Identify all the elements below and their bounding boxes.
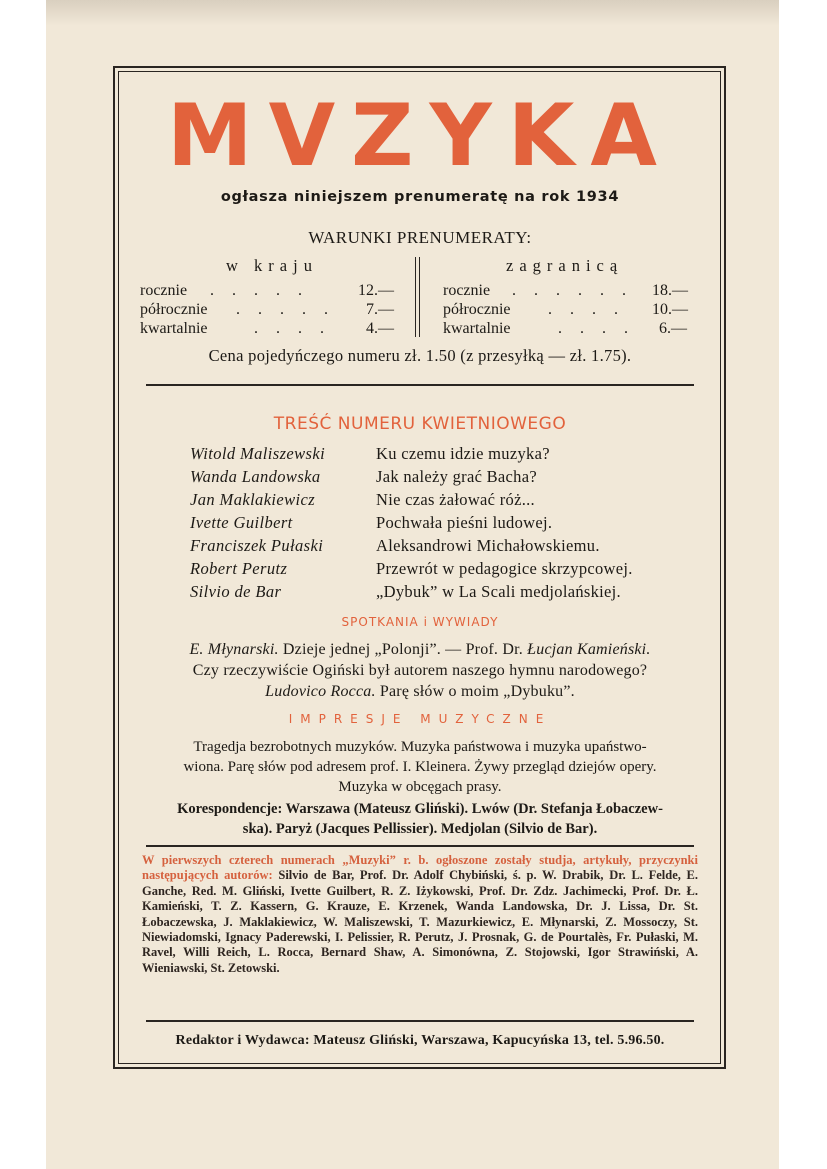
toc-title: Ku czemu idzie muzyka? [376,444,550,463]
leader-dots: . . . . [548,301,625,318]
author-name: Łucjan Kamieński. [527,641,651,658]
meetings-line-3 [140,682,700,702]
period-label: rocznie [140,282,188,299]
toc-author: Ivette Guilbert [190,513,293,532]
divider [146,1020,694,1022]
toc-author: Robert Perutz [190,559,288,578]
leader-dots: . . . . [254,320,331,337]
domestic-price-quarter: 4.— [366,320,394,337]
correspondence-line-2: ska). Paryż (Jacques Pellissier). Medjolan (Silvio de Bar). [242,821,598,837]
leader-dots: . . . . . . [512,282,633,299]
masthead-title: MVZYKA [167,86,673,186]
domestic-price-yearly: 12.— [358,282,394,299]
meeting-text: Dzieje jednej „Polonji”. — Prof. Dr. [282,641,523,658]
toc-title: Aleksandrowi Michałowskiemu. [376,536,600,555]
toc-title: Nie czas żałować róż... [376,490,535,509]
period-label: półrocznie [443,301,511,318]
abroad-row-yearly [443,281,490,300]
toc-title: Pochwała pieśni ludowej. [376,513,553,532]
domestic-price-half: 7.— [366,301,394,318]
period-label: rocznie [443,282,491,299]
toc-title: Przewrót w pedagogice skrzypcowej. [376,559,633,578]
toc-author: Silvio de Bar [190,582,282,601]
meetings-heading: SPOTKANIA i WYWIADY [341,615,499,629]
domestic-row-yearly [140,281,187,300]
author-name: E. Młynarski. [189,641,279,658]
abroad-row-half [443,300,511,319]
subscription-heading: WARUNKI PRENUMERATY: [308,228,532,247]
page-fold-shadow [46,0,779,26]
announcement-line: ogłasza niniejszem prenumeratę na rok 1934 [220,189,620,205]
domestic-label: w kraju [226,256,318,275]
meeting-text: Parę słów o moim „Dybuku”. [379,683,575,700]
abroad-label: zagranicą [506,256,624,275]
correspondence-line-1: Korespondencje: Warszawa (Mateusz Gliński). Lwów (Dr. Stefanja Łobaczew- [177,801,663,817]
domestic-row-quarter [140,319,208,338]
abroad-price-quarter: 6.— [659,320,687,337]
period-label: kwartalnie [140,320,208,337]
impressions-line-3: Muzyka w obcęgach prasy. [338,779,502,795]
column-divider [415,257,420,337]
period-label: półrocznie [140,301,208,318]
abroad-price-yearly: 18.— [652,282,688,299]
impressions-heading: IMPRESJE MUZYCZNE [288,712,552,726]
divider [146,845,694,847]
domestic-row-half [140,300,208,319]
toc-author: Witold Maliszewski [190,444,326,463]
toc-author: Franciszek Pułaski [190,536,324,555]
contents-heading: TREŚĆ NUMERU KWIETNIOWEGO [273,414,567,434]
impressions-line-1: Tragedja bezrobotnych muzyków. Muzyka państwowa i muzyka upaństwo- [193,739,647,755]
toc-title: „Dybuk” w La Scali medjolańskiej. [376,582,621,601]
notice-intro: W pierwszych czterech numerach „Muzyki” r. b. ogłoszone zostały studja, artykuły, przyczynki następujących autorów: [142,853,698,883]
leader-dots: . . . . . [236,301,335,318]
publisher-footer: Redaktor i Wydawca: Mateusz Gliński, Warszawa, Kapucyńska 13, tel. 5.96.50. [175,1033,665,1048]
meetings-line-2: Czy rzeczywiście Ogiński był autorem naszego hymnu narodowego? [192,662,648,679]
divider [146,384,694,386]
leader-dots: . . . . . [210,282,309,299]
toc-title: Jak należy grać Bacha? [376,467,537,486]
impressions-line-2: wiona. Parę słów pod adresem prof. I. Kleinera. Żywy przegląd dziejów opery. [183,759,657,775]
abroad-row-quarter [443,319,511,338]
period-label: kwartalnie [443,320,511,337]
toc-author: Jan Maklakiewicz [190,490,316,509]
notice-authors: Silvio de Bar, Prof. Dr. Adolf Chybiński, ś. p. W. Drabik, Dr. L. Felde, E. Ganche, Red. M. Gliński, Ivette Guilbert, R. Z. Iżykowski, Prof. Dr. Zdz. Jachimecki, Prof. Dr. Ł. Kamieński, T. Z. Kassern, G. Krauze, E. Krzenek, Wanda Landowska, Dr. J. Lissa, Dr. St. Łobaczewska, J. Maklakiewicz, W. Maliszewski, T. Mazurkiewicz, E. Młynarski, Z. Mossoczy, St. Niewiadomski, Ignacy Paderewski, I. Pelissier, R. Perutz, J. Prosnak, G. de Pourtalès, Fr. Pułaski, M. Ravel, Willi Reich, L. Rocca, Bernard Shaw, A. Simonówna, Z. Stojowski, Igor Strawiński, A. Wieniawski, St. Zetowski. [142,868,699,975]
abroad-price-half: 10.— [652,301,688,318]
authors-notice [142,853,698,976]
meetings-line-1 [140,640,700,660]
leader-dots: . . . . [558,320,635,337]
author-name: Ludovico Rocca. [265,683,376,700]
toc-author: Wanda Landowska [190,467,321,486]
single-issue-price: Cena pojedyńczego numeru zł. 1.50 (z przesyłką — zł. 1.75). [208,346,632,365]
